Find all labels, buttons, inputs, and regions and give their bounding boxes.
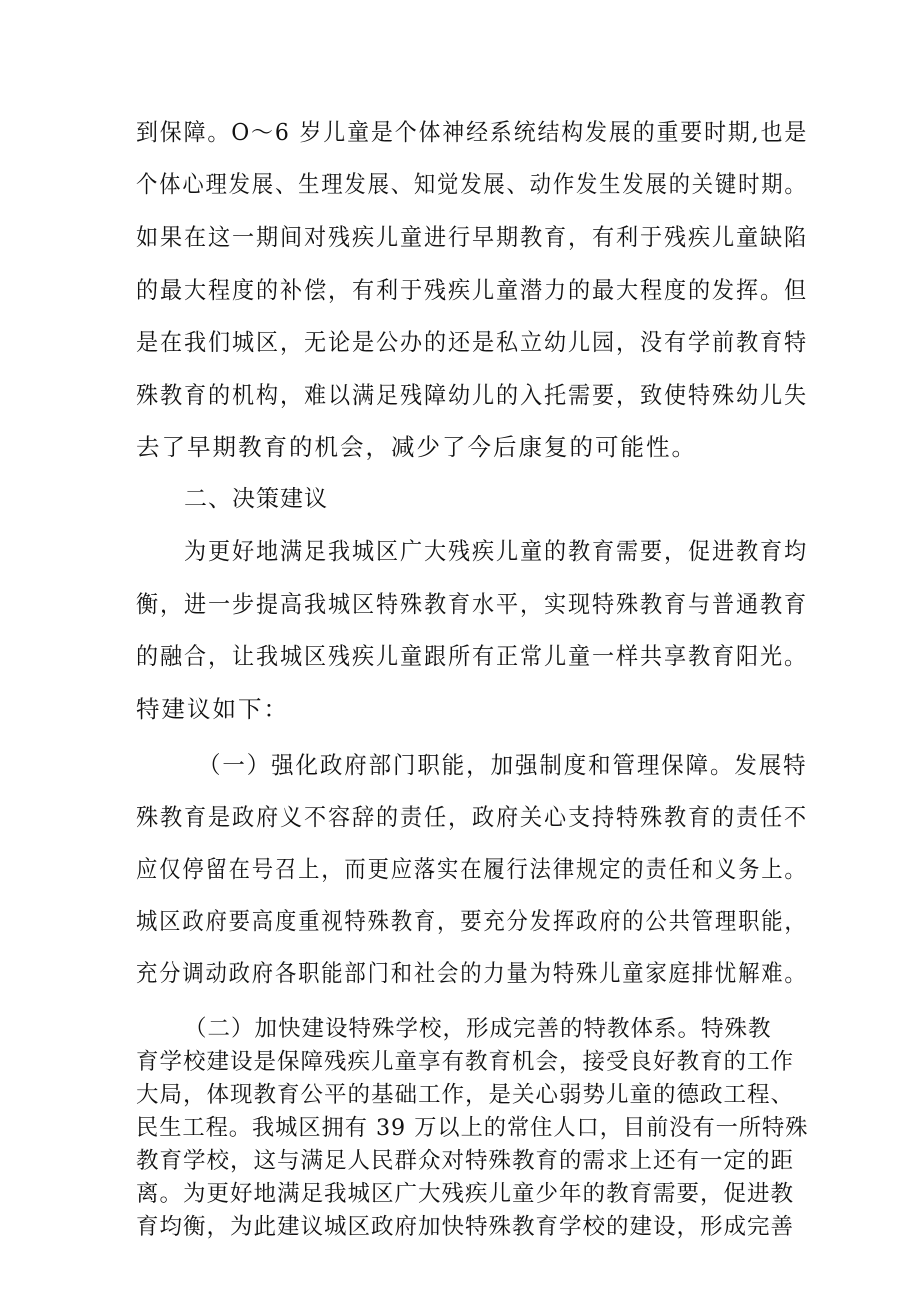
- text-line: 育均衡，为此建议城区政府加快特殊教育学校的建设，形成完善: [136, 1214, 795, 1240]
- text-line: （二）加快建设特殊学校，形成完善的特教体系。特殊教: [184, 1016, 772, 1042]
- text-line: 大局，体现教育公平的基础工作，是关心弱势儿童的德政工程、: [136, 1082, 795, 1108]
- text-line: 育学校建设是保障残疾儿童享有教育机会，接受良好教育的工作: [136, 1049, 795, 1075]
- text-line: 去了早期教育的机会，减少了今后康复的可能性。: [136, 433, 697, 461]
- section-heading: 二、决策建议: [184, 486, 328, 512]
- text-line: 为更好地满足我城区广大残疾儿童的教育需要，促进教育均: [184, 537, 809, 565]
- text-line: 个体心理发展、生理发展、知觉发展、动作发生发展的关键时期。: [136, 170, 808, 198]
- text-line: （一）强化政府部门职能，加强制度和管理保障。发展特: [198, 751, 808, 779]
- text-line: 应仅停留在号召上，而更应落实在履行法律规定的责任和义务上。: [136, 855, 808, 883]
- text-line: 城区政府要高度重视特殊教育，要充分发挥政府的公共管理职能，: [136, 907, 808, 935]
- text-line: 离。为更好地满足我城区广大残疾儿童少年的教育需要，促进教: [136, 1181, 795, 1207]
- text-line: 衡，进一步提高我城区特殊教育水平，实现特殊教育与普通教育: [136, 590, 809, 618]
- text-line: 特建议如下：: [136, 695, 289, 723]
- text-line: 是在我们城区，无论是公办的还是私立幼儿园，没有学前教育特: [136, 328, 809, 356]
- text-line: 的融合，让我城区残疾儿童跟所有正常儿童一样共享教育阳光。: [136, 642, 809, 670]
- text-line: 殊教育的机构，难以满足残障幼儿的入托需要，致使特殊幼儿失: [136, 381, 809, 409]
- text-line: 民生工程。我城区拥有 39 万以上的常住人口，目前没有一所特殊: [136, 1115, 809, 1141]
- text-line: 教育学校，这与满足人民群众对特殊教育的需求上还有一定的距: [136, 1148, 795, 1174]
- text-line: 殊教育是政府义不容辞的责任，政府关心支持特殊教育的责任不: [136, 803, 809, 831]
- text-line: 充分调动政府各职能部门和社会的力量为特殊儿童家庭排忧解难。: [136, 959, 808, 987]
- text-line: 如果在这一期间对残疾儿童进行早期教育，有利于残疾儿童缺陷: [136, 223, 809, 251]
- text-line: 的最大程度的补偿，有利于残疾儿童潜力的最大程度的发挥。但: [136, 276, 809, 304]
- text-line: 到保障。O～6 岁儿童是个体神经系统结构发展的重要时期,也是: [136, 118, 809, 146]
